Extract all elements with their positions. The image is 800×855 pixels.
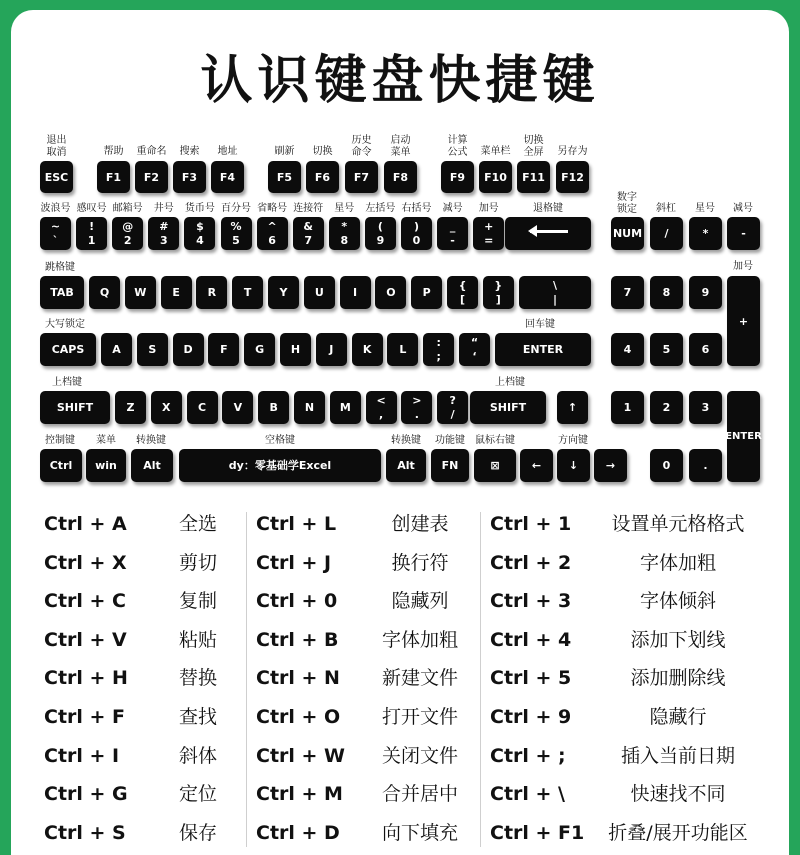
key-6[interactable] — [257, 217, 288, 250]
key-o[interactable]: O — [375, 276, 406, 309]
key-tab[interactable]: TAB — [40, 276, 84, 309]
shortcut-description: 定位 — [178, 783, 217, 806]
backspace-arrow-icon — [530, 230, 568, 233]
key-quote-glyph-top: “ — [470, 335, 479, 349]
key-comma-glyph-bottom: , — [379, 407, 384, 421]
shortcut-key: Ctrl + C — [44, 590, 127, 613]
key-numpad-num[interactable]: NUM — [611, 217, 644, 250]
key-shift-right[interactable]: SHIFT — [470, 391, 546, 424]
shortcut-description: 替换 — [178, 667, 217, 690]
shortcut-description: 查找 — [178, 706, 217, 728]
key-sym-glyph-top: _ — [449, 219, 456, 233]
key-backslash[interactable] — [519, 276, 591, 309]
shortcut-key: Ctrl + 1 — [490, 513, 572, 535]
key-0[interactable] — [401, 217, 432, 250]
label-sym-key: 加号 — [478, 203, 499, 214]
label-numpad-plus: 加号 — [733, 261, 753, 272]
key-n[interactable]: N — [294, 391, 325, 424]
key-numpad-8[interactable]: 8 — [650, 276, 683, 309]
key-left-bracket-glyph-top: { — [458, 278, 467, 292]
key-backtick-glyph-bottom: ` — [52, 233, 59, 247]
shortcut-key: Ctrl + O — [256, 706, 341, 728]
key-a[interactable]: A — [101, 333, 132, 366]
shortcut-key: Ctrl + J — [256, 551, 332, 574]
key-f11[interactable]: F11 — [517, 161, 550, 193]
shortcut-key: Ctrl + A — [44, 513, 127, 535]
key-numpad-3[interactable]: 3 — [689, 391, 722, 424]
key-l[interactable]: L — [387, 333, 418, 366]
key-8[interactable] — [329, 217, 360, 250]
key-quote[interactable] — [459, 333, 490, 366]
label-f2: 重命名 — [136, 146, 167, 157]
shortcut-description: 打开文件 — [381, 706, 458, 728]
key-f12[interactable]: F12 — [556, 161, 589, 193]
key-period-glyph-top: > — [412, 393, 422, 407]
key-7-glyph-bottom: 7 — [304, 233, 313, 247]
key-sym[interactable] — [473, 217, 504, 250]
shortcut-description: 关闭文件 — [381, 744, 458, 767]
key-5[interactable] — [221, 217, 252, 250]
key-left-bracket[interactable] — [447, 276, 478, 309]
key-8-glyph-bottom: 8 — [340, 233, 349, 247]
shortcut-description: 字体加粗 — [639, 551, 716, 574]
label-right-click: 鼠标右键 — [475, 435, 515, 446]
key-arrow-down[interactable]: ↓ — [557, 449, 590, 482]
shortcut-description: 剪切 — [178, 551, 217, 574]
label-9-key: 左括号 — [365, 203, 396, 214]
key-arrow-up[interactable]: ↑ — [557, 391, 588, 424]
key-semicolon[interactable] — [423, 333, 454, 366]
key-i[interactable]: I — [340, 276, 371, 309]
key-3-glyph-top: # — [159, 219, 169, 233]
key-9[interactable] — [365, 217, 396, 250]
label-shift-left: 上档键 — [52, 377, 82, 388]
shortcut-key: Ctrl + N — [256, 667, 340, 690]
key-semicolon-glyph-bottom: ; — [436, 349, 441, 363]
label-menu: 菜单 — [96, 435, 116, 446]
shortcut-key: Ctrl + H — [44, 667, 128, 690]
label-1-key: 感叹号 — [76, 203, 107, 214]
label-esc: 退出 取消 — [46, 135, 67, 158]
label-f7: 历史 命令 — [351, 135, 372, 158]
key-numpad-7[interactable]: 7 — [611, 276, 644, 309]
shortcut-key: Ctrl + 4 — [490, 628, 572, 651]
shortcut-key: Ctrl + M — [256, 783, 343, 806]
label-3-key: 井号 — [153, 203, 174, 214]
key-alt-right[interactable]: Alt — [386, 449, 426, 482]
shortcut-key: Ctrl + F — [44, 706, 126, 728]
key-slash[interactable] — [437, 391, 468, 424]
key-4-glyph-top: $ — [196, 219, 204, 233]
shortcut-key: Ctrl + 9 — [490, 706, 572, 728]
key-c[interactable]: C — [187, 391, 218, 424]
shortcut-key: Ctrl + 2 — [490, 551, 572, 574]
label-6-key: 省略号 — [257, 203, 288, 214]
key-backtick[interactable] — [40, 217, 71, 250]
label-tab: 跳格键 — [45, 262, 75, 273]
key-m[interactable]: M — [330, 391, 361, 424]
key-numpad-9[interactable]: 9 — [689, 276, 722, 309]
column-divider — [480, 512, 481, 847]
key-6-glyph-bottom: 6 — [268, 233, 276, 247]
label-5-key: 百分号 — [221, 203, 251, 214]
key-1-glyph-bottom: 1 — [87, 233, 96, 247]
shortcut-description: 快速找不同 — [630, 783, 726, 806]
shortcut-key: Ctrl + 3 — [490, 590, 572, 613]
key-h[interactable]: H — [280, 333, 311, 366]
shortcut-key: Ctrl + X — [44, 551, 127, 574]
label-f9: 计算 公式 — [447, 135, 468, 158]
shortcut-key: Ctrl + 0 — [256, 590, 338, 613]
key-numpad-0[interactable]: 0 — [650, 449, 683, 482]
key-f3[interactable]: F3 — [173, 161, 206, 193]
key-f1[interactable]: F1 — [97, 161, 130, 193]
label-numpad-minus: 减号 — [733, 203, 753, 214]
key-w[interactable]: W — [125, 276, 156, 309]
key-backtick-glyph-top: ~ — [50, 219, 61, 233]
key-period[interactable] — [401, 391, 432, 424]
shortcut-key: Ctrl + B — [256, 628, 339, 651]
key-backslash-glyph-bottom: | — [552, 292, 558, 306]
key-f2[interactable]: F2 — [135, 161, 168, 193]
key-alt-left[interactable]: Alt — [131, 449, 173, 482]
shortcut-description: 新建文件 — [381, 667, 458, 690]
key-2-glyph-top: @ — [122, 219, 134, 233]
shortcut-key: Ctrl + F1 — [490, 821, 585, 844]
label-f4: 地址 — [217, 146, 238, 157]
key-fn[interactable]: FN — [431, 449, 469, 482]
key-backspace[interactable] — [505, 217, 591, 250]
label-0-key: 右括号 — [401, 203, 432, 214]
shortcut-description: 折叠/展开功能区 — [608, 821, 748, 844]
shortcut-description: 字体倾斜 — [639, 590, 716, 613]
shortcut-key: Ctrl + S — [44, 821, 126, 844]
key-numpad-dot[interactable]: . — [689, 449, 722, 482]
key-comma-glyph-top: < — [376, 393, 386, 407]
label-4-key: 货币号 — [184, 203, 215, 214]
key-slash-glyph-top: ? — [449, 393, 456, 407]
key-7-glyph-top: & — [303, 219, 313, 233]
key-numpad-plus[interactable]: + — [727, 276, 760, 366]
key-enter[interactable]: ENTER — [495, 333, 591, 366]
key-p[interactable]: P — [411, 276, 442, 309]
shortcut-description: 添加下划线 — [630, 628, 726, 651]
shortcut-description: 换行符 — [391, 551, 449, 574]
label-numpad-slash: 斜杠 — [656, 203, 676, 214]
key-7[interactable] — [293, 217, 324, 250]
key-s[interactable]: S — [137, 333, 168, 366]
key-5-glyph-bottom: 5 — [232, 233, 240, 247]
key-right-bracket-glyph-bottom: ] — [495, 292, 501, 306]
shortcut-description: 保存 — [178, 821, 217, 844]
key-f9[interactable]: F9 — [441, 161, 474, 193]
shortcut-description: 复制 — [178, 590, 217, 613]
shortcut-description: 设置单元格格式 — [611, 513, 745, 535]
label-numpad-star: 星号 — [695, 203, 715, 214]
key-d[interactable]: D — [173, 333, 204, 366]
shortcut-key: Ctrl + W — [256, 744, 346, 767]
label-ctrl: 控制键 — [45, 435, 75, 446]
key-5-glyph-top: % — [230, 219, 242, 233]
key-f10[interactable]: F10 — [479, 161, 512, 193]
key-2-glyph-bottom: 2 — [123, 233, 132, 247]
key-sym-glyph-bottom: - — [450, 233, 455, 247]
key-context-menu[interactable]: ⊠ — [474, 449, 516, 482]
key-3-glyph-bottom: 3 — [159, 233, 168, 247]
label-sym-key: 减号 — [442, 203, 463, 214]
key-r[interactable]: R — [196, 276, 227, 309]
shortcut-key: Ctrl + V — [44, 628, 127, 651]
shortcut-key: Ctrl + 5 — [490, 667, 572, 690]
key-comma[interactable] — [366, 391, 397, 424]
label-f3: 搜索 — [179, 146, 200, 157]
key-k[interactable]: K — [352, 333, 383, 366]
page-title: 认识键盘快捷键 — [200, 51, 600, 111]
key-f6[interactable]: F6 — [306, 161, 339, 193]
label-enter: 回车键 — [525, 319, 555, 330]
label-f10: 菜单栏 — [480, 146, 511, 157]
key-sym-glyph-top: + — [484, 219, 494, 233]
key-numpad-4[interactable]: 4 — [611, 333, 644, 366]
key-b[interactable]: B — [258, 391, 289, 424]
label-arrows: 方向键 — [558, 435, 588, 446]
key-1-glyph-top: ! — [89, 219, 95, 233]
key-shift-left[interactable]: SHIFT — [40, 391, 110, 424]
key-u[interactable]: U — [304, 276, 335, 309]
key-caps[interactable]: CAPS — [40, 333, 96, 366]
key-quote-glyph-bottom: ‘ — [472, 349, 477, 363]
key-numpad-2[interactable]: 2 — [650, 391, 683, 424]
key-6-glyph-top: ^ — [267, 219, 277, 233]
key-sym[interactable] — [437, 217, 468, 250]
key-y[interactable]: Y — [268, 276, 299, 309]
key-numpad-5[interactable]: 5 — [650, 333, 683, 366]
key-left-bracket-glyph-bottom: [ — [459, 292, 466, 306]
key-space[interactable]: dy：零基础学Excel — [179, 449, 381, 482]
shortcut-description: 添加删除线 — [630, 667, 726, 690]
key-numpad-star[interactable]: * — [689, 217, 722, 250]
key-j[interactable]: J — [316, 333, 347, 366]
key-4[interactable] — [184, 217, 215, 250]
shortcut-description: 全选 — [178, 513, 217, 535]
label-7-key: 连接符 — [293, 203, 324, 214]
key-win[interactable]: win — [86, 449, 126, 482]
label-f5: 刷新 — [274, 146, 295, 157]
shortcut-description: 创建表 — [391, 513, 449, 535]
shortcut-key: Ctrl + \ — [490, 783, 565, 806]
key-slash-glyph-bottom: / — [450, 407, 455, 421]
shortcut-key: Ctrl + D — [256, 821, 340, 844]
key-4-glyph-bottom: 4 — [196, 233, 204, 247]
key-numpad-slash[interactable]: / — [650, 217, 683, 250]
key-esc[interactable]: ESC — [40, 161, 73, 193]
key-9-glyph-bottom: 9 — [376, 233, 385, 247]
shortcut-description: 斜体 — [178, 744, 217, 767]
key-numpad-6[interactable]: 6 — [689, 333, 722, 366]
key-z[interactable]: Z — [115, 391, 146, 424]
key-9-glyph-top: ( — [377, 219, 383, 233]
key-8-glyph-top: * — [341, 219, 348, 233]
key-t[interactable]: T — [232, 276, 263, 309]
key-semicolon-glyph-top: : — [436, 335, 441, 349]
label-shift-right: 上档键 — [495, 377, 525, 388]
key-2[interactable] — [112, 217, 143, 250]
label-f1: 帮助 — [103, 146, 124, 157]
key-period-glyph-bottom: . — [414, 407, 419, 421]
label-2-key: 邮箱号 — [112, 203, 143, 214]
key-sym-glyph-bottom: = — [484, 233, 494, 247]
key-v[interactable]: V — [222, 391, 253, 424]
shortcut-description: 插入当前日期 — [620, 744, 735, 767]
key-arrow-right[interactable]: → — [594, 449, 627, 482]
label-caps: 大写锁定 — [45, 319, 85, 330]
shortcut-description: 隐藏列 — [391, 590, 449, 613]
key-1[interactable] — [76, 217, 107, 250]
key-right-bracket[interactable] — [483, 276, 514, 309]
label-fn: 功能键 — [435, 435, 465, 446]
shortcut-description: 粘贴 — [178, 628, 217, 651]
key-0-glyph-bottom: 0 — [412, 233, 421, 247]
key-numpad-minus[interactable]: - — [727, 217, 760, 250]
shortcut-key: Ctrl + L — [256, 513, 337, 535]
key-f8[interactable]: F8 — [384, 161, 417, 193]
key-q[interactable]: Q — [89, 276, 120, 309]
key-e[interactable]: E — [161, 276, 192, 309]
shortcut-key: Ctrl + I — [44, 744, 120, 767]
key-0-glyph-top: ) — [413, 219, 420, 233]
label-f8: 启动 菜单 — [390, 135, 411, 158]
key-backslash-glyph-top: \ — [552, 278, 558, 292]
key-3[interactable] — [148, 217, 179, 250]
key-x[interactable]: X — [151, 391, 182, 424]
shortcut-description: 向下填充 — [381, 821, 458, 844]
key-ctrl[interactable]: Ctrl — [40, 449, 82, 482]
label-alt-right: 转换键 — [391, 435, 421, 446]
label-8-key: 星号 — [334, 203, 355, 214]
key-f7[interactable]: F7 — [345, 161, 378, 193]
shortcut-description: 合并居中 — [381, 783, 458, 806]
key-arrow-left[interactable]: ← — [520, 449, 553, 482]
label-f11: 切换 全屏 — [523, 135, 544, 158]
key-f4[interactable]: F4 — [211, 161, 244, 193]
label-space: 空格键 — [265, 435, 295, 446]
shortcut-description: 字体加粗 — [381, 628, 458, 651]
label-numlock: 数字 锁定 — [617, 192, 637, 215]
key-f[interactable]: F — [208, 333, 239, 366]
key-right-bracket-glyph-top: } — [494, 278, 503, 292]
label-backspace: 退格键 — [533, 203, 563, 214]
label-f12: 另存为 — [557, 146, 588, 157]
label-alt-left: 转换键 — [136, 435, 166, 446]
shortcut-key: Ctrl + ; — [490, 744, 566, 767]
label-backtick-key: 波浪号 — [40, 203, 71, 214]
key-g[interactable]: G — [244, 333, 275, 366]
label-f6: 切换 — [312, 146, 333, 157]
column-divider — [246, 512, 247, 847]
key-numpad-enter[interactable]: ENTER — [727, 391, 760, 482]
shortcut-key: Ctrl + G — [44, 783, 128, 806]
key-f5[interactable]: F5 — [268, 161, 301, 193]
key-numpad-1[interactable]: 1 — [611, 391, 644, 424]
shortcut-description: 隐藏行 — [649, 706, 707, 728]
